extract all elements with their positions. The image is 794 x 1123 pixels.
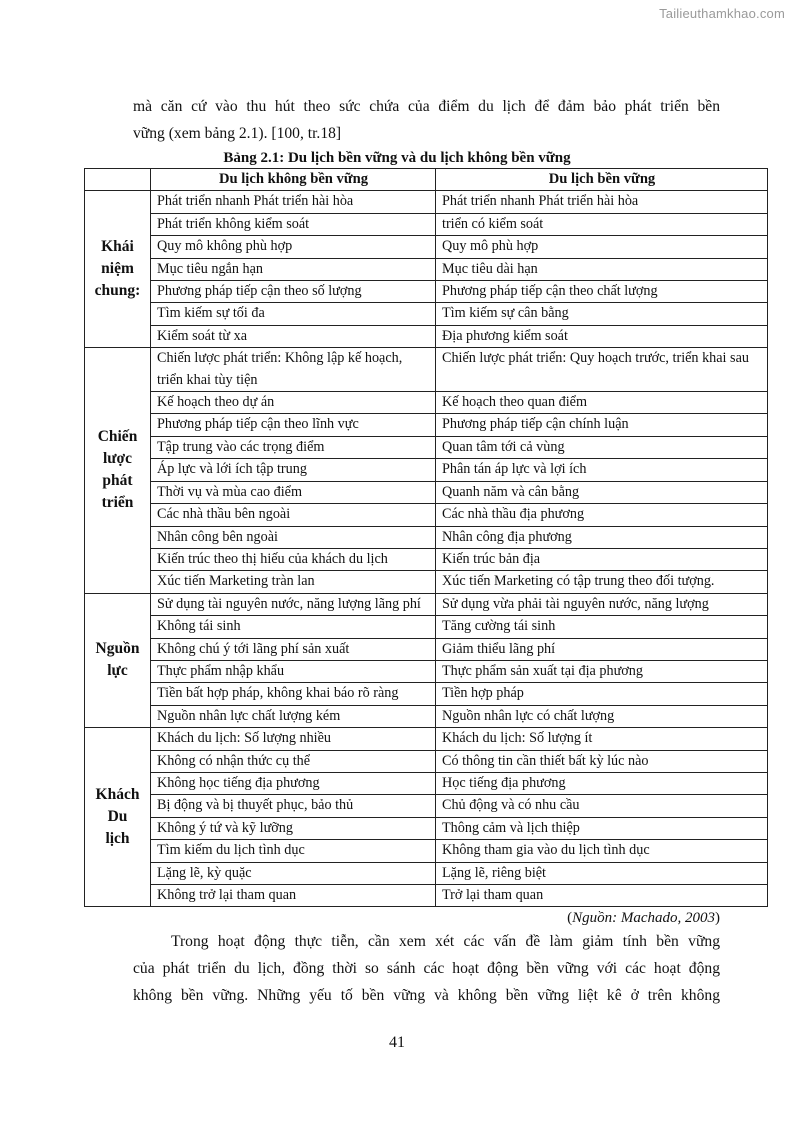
sustainable-cell: Sử dụng vừa phải tài nguyên nước, năng lượng bbox=[436, 593, 768, 615]
group-label bbox=[85, 191, 151, 348]
table-row bbox=[85, 213, 768, 235]
header-cell: Du lịch không bền vững bbox=[151, 169, 436, 191]
table-row bbox=[85, 728, 768, 750]
sustainable-cell: Có thông tin cần thiết bất kỳ lúc nào bbox=[436, 750, 768, 772]
unsustainable-cell: Mục tiêu ngắn hạn bbox=[151, 258, 436, 280]
unsustainable-cell: Bị động và bị thuyết phục, bảo thủ bbox=[151, 795, 436, 817]
table-row bbox=[85, 862, 768, 884]
sustainable-cell: Xúc tiến Marketing có tập trung theo đối tượng. bbox=[436, 571, 768, 593]
table-row bbox=[85, 840, 768, 862]
table-row bbox=[85, 750, 768, 772]
unsustainable-cell: Không chú ý tới lãng phí sản xuất bbox=[151, 638, 436, 660]
table-row bbox=[85, 616, 768, 638]
table-row bbox=[85, 258, 768, 280]
table-row bbox=[85, 660, 768, 682]
group-label-line: Khách bbox=[95, 786, 140, 804]
unsustainable-cell: Không ý tứ và kỹ lưỡng bbox=[151, 817, 436, 839]
table-row bbox=[85, 548, 768, 570]
sustainable-cell: Phương pháp tiếp cận theo chất lượng bbox=[436, 281, 768, 303]
intro-paragraph bbox=[133, 93, 720, 147]
group-label-line: lực bbox=[107, 662, 128, 680]
sustainable-cell: Trở lại tham quan bbox=[436, 885, 768, 907]
unsustainable-cell: Xúc tiến Marketing tràn lan bbox=[151, 571, 436, 593]
unsustainable-cell: Thời vụ và mùa cao điểm bbox=[151, 481, 436, 503]
table-row bbox=[85, 436, 768, 458]
header-cell bbox=[85, 169, 151, 191]
sustainable-cell: Các nhà thầu địa phương bbox=[436, 504, 768, 526]
outro-paragraph bbox=[133, 928, 720, 1009]
table-source: (Nguồn: Machado, 2003) bbox=[567, 910, 720, 926]
sustainable-cell: Kiến trúc bản địa bbox=[436, 548, 768, 570]
unsustainable-cell: Nguồn nhân lực chất lượng kém bbox=[151, 705, 436, 727]
sustainable-cell: Chiến lược phát triển: Quy hoạch trước, triển khai sau bbox=[436, 348, 768, 392]
sustainable-cell: Quy mô phù hợp bbox=[436, 236, 768, 258]
unsustainable-cell: Chiến lược phát triển: Không lập kế hoạch, triển khai tùy tiện bbox=[151, 348, 436, 392]
table-row bbox=[85, 593, 768, 615]
sustainable-cell: Tăng cường tái sinh bbox=[436, 616, 768, 638]
sustainable-cell: Địa phương kiểm soát bbox=[436, 325, 768, 347]
table-row bbox=[85, 459, 768, 481]
sustainable-cell: Nhân công địa phương bbox=[436, 526, 768, 548]
sustainable-cell: Không tham gia vào du lịch tình dục bbox=[436, 840, 768, 862]
unsustainable-cell: Không có nhận thức cụ thể bbox=[151, 750, 436, 772]
unsustainable-cell: Không học tiếng địa phương bbox=[151, 772, 436, 794]
unsustainable-cell: Phát triển nhanh Phát triển hài hòa bbox=[151, 191, 436, 213]
unsustainable-cell: Quy mô không phù hợp bbox=[151, 236, 436, 258]
unsustainable-cell: Tập trung vào các trọng điểm bbox=[151, 436, 436, 458]
unsustainable-cell: Sử dụng tài nguyên nước, năng lượng lãng phí bbox=[151, 593, 436, 615]
group-label bbox=[85, 593, 151, 727]
table-row bbox=[85, 392, 768, 414]
unsustainable-cell: Nhân công bên ngoài bbox=[151, 526, 436, 548]
unsustainable-cell: Kiến trúc theo thị hiếu của khách du lịch bbox=[151, 548, 436, 570]
unsustainable-cell: Không tái sinh bbox=[151, 616, 436, 638]
outro-line: Trong hoạt động thực tiễn, cần xem xét các vấn đề làm giảm tính bền vững bbox=[171, 933, 720, 950]
unsustainable-cell: Áp lực và lới ích tập trung bbox=[151, 459, 436, 481]
unsustainable-cell: Phương pháp tiếp cận theo số lượng bbox=[151, 281, 436, 303]
table-row bbox=[85, 817, 768, 839]
table-row bbox=[85, 191, 768, 213]
table-caption: Bảng 2.1: Du lịch bền vững và du lịch không bền vững bbox=[223, 150, 571, 166]
table-row bbox=[85, 885, 768, 907]
group-label-line: Khái bbox=[101, 238, 134, 256]
table-row bbox=[85, 772, 768, 794]
table-row bbox=[85, 414, 768, 436]
table-row bbox=[85, 795, 768, 817]
unsustainable-cell: Lặng lẽ, kỳ quặc bbox=[151, 862, 436, 884]
sustainable-cell: Giảm thiểu lãng phí bbox=[436, 638, 768, 660]
sustainable-cell: Tiền hợp pháp bbox=[436, 683, 768, 705]
intro-line: vững (xem bảng 2.1). [100, tr.18] bbox=[133, 125, 342, 142]
table-row bbox=[85, 526, 768, 548]
group-label bbox=[85, 728, 151, 907]
table-row bbox=[85, 281, 768, 303]
table-row bbox=[85, 325, 768, 347]
sustainable-cell: Nguồn nhân lực có chất lượng bbox=[436, 705, 768, 727]
sustainable-cell: Kế hoạch theo quan điểm bbox=[436, 392, 768, 414]
comparison-table bbox=[84, 168, 768, 907]
unsustainable-cell: Phát triển không kiểm soát bbox=[151, 213, 436, 235]
page-number: 41 bbox=[389, 1034, 405, 1051]
sustainable-cell: Quan tâm tới cả vùng bbox=[436, 436, 768, 458]
group-label-line: niệm bbox=[101, 260, 134, 278]
table-row bbox=[85, 571, 768, 593]
table-row bbox=[85, 705, 768, 727]
table-row bbox=[85, 303, 768, 325]
sustainable-cell: Tìm kiếm sự cân bằng bbox=[436, 303, 768, 325]
watermark: Tailieuthamkhao.com bbox=[659, 6, 785, 21]
sustainable-cell: Mục tiêu dài hạn bbox=[436, 258, 768, 280]
unsustainable-cell: Phương pháp tiếp cận theo lĩnh vực bbox=[151, 414, 436, 436]
table-row bbox=[85, 236, 768, 258]
table-row bbox=[85, 348, 768, 392]
group-label-line: Du bbox=[107, 808, 128, 826]
table-header-row bbox=[85, 169, 768, 191]
sustainable-cell: Khách du lịch: Số lượng ít bbox=[436, 728, 768, 750]
unsustainable-cell: Không trở lại tham quan bbox=[151, 885, 436, 907]
group-label bbox=[85, 348, 151, 593]
group-label-line: triển bbox=[101, 494, 134, 512]
sustainable-cell: triển có kiểm soát bbox=[436, 213, 768, 235]
unsustainable-cell: Kế hoạch theo dự án bbox=[151, 392, 436, 414]
unsustainable-cell: Khách du lịch: Số lượng nhiều bbox=[151, 728, 436, 750]
unsustainable-cell: Tìm kiếm du lịch tình dục bbox=[151, 840, 436, 862]
sustainable-cell: Thông cảm và lịch thiệp bbox=[436, 817, 768, 839]
sustainable-cell: Phân tán áp lực và lợi ích bbox=[436, 459, 768, 481]
table-body bbox=[85, 191, 768, 907]
intro-line: mà căn cứ vào thu hút theo sức chứa của điểm du lịch để đảm bảo phát triển bền bbox=[133, 98, 720, 115]
table-row bbox=[85, 683, 768, 705]
sustainable-cell: Chủ động và có nhu cầu bbox=[436, 795, 768, 817]
sustainable-cell: Lặng lẽ, riêng biệt bbox=[436, 862, 768, 884]
unsustainable-cell: Thực phẩm nhập khẩu bbox=[151, 660, 436, 682]
unsustainable-cell: Các nhà thầu bên ngoài bbox=[151, 504, 436, 526]
outro-line: không bền vững. Những yếu tố bền vững và không bền vững liệt kê ở trên không bbox=[133, 987, 720, 1004]
sustainable-cell: Quanh năm và cân bằng bbox=[436, 481, 768, 503]
group-label-line: phát bbox=[102, 472, 133, 490]
sustainable-cell: Thực phẩm sản xuất tại địa phương bbox=[436, 660, 768, 682]
sustainable-cell: Phương pháp tiếp cận chính luận bbox=[436, 414, 768, 436]
table-row bbox=[85, 481, 768, 503]
table-row bbox=[85, 638, 768, 660]
group-label-line: chung: bbox=[94, 282, 141, 300]
table-row bbox=[85, 504, 768, 526]
group-label-line: Nguồn bbox=[95, 640, 140, 658]
sustainable-cell: Phát triển nhanh Phát triển hài hòa bbox=[436, 191, 768, 213]
group-label-line: lịch bbox=[105, 830, 130, 848]
header-cell: Du lịch bền vững bbox=[436, 169, 768, 191]
sustainable-cell: Học tiếng địa phương bbox=[436, 772, 768, 794]
unsustainable-cell: Kiểm soát từ xa bbox=[151, 325, 436, 347]
outro-line: của phát triển du lịch, đồng thời so sánh các hoạt động bền vững với các hoạt động bbox=[133, 960, 720, 977]
unsustainable-cell: Tiền bất hợp pháp, không khai báo rõ ràng bbox=[151, 683, 436, 705]
group-label-line: Chiến bbox=[97, 428, 138, 446]
group-label-line: lược bbox=[102, 450, 133, 468]
unsustainable-cell: Tìm kiếm sự tối đa bbox=[151, 303, 436, 325]
